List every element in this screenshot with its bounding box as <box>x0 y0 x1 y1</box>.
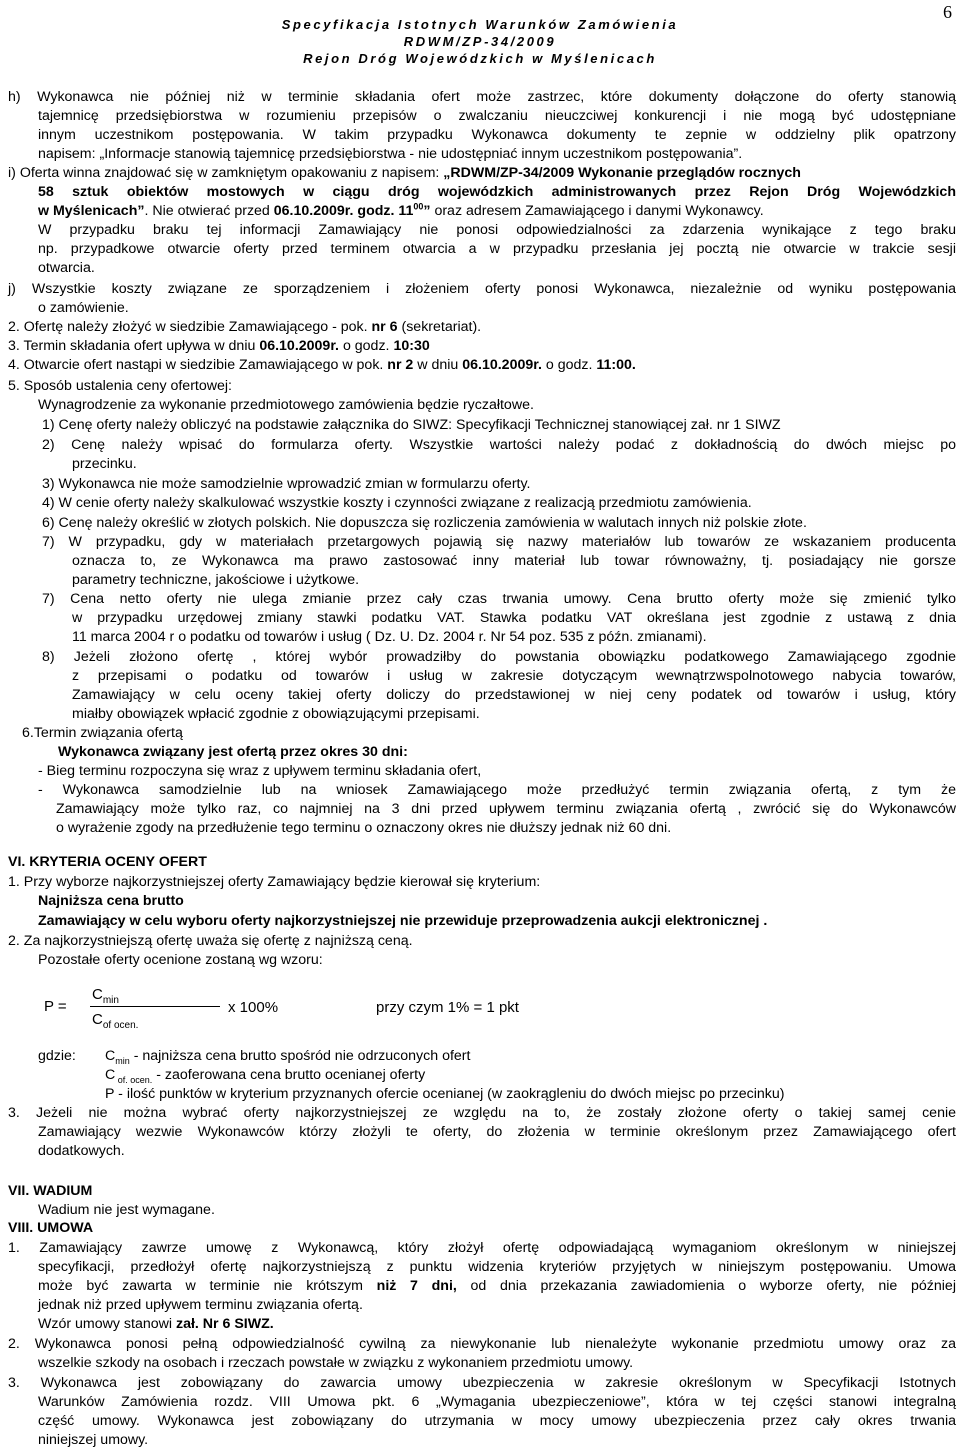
contract-item: 3. Wykonawca jest zobowiązany do zawarcia umowy ubezpieczenia w zakresie określonym w Specyfikacji Istotnych <box>8 1375 956 1391</box>
bold-text: ” <box>423 203 431 219</box>
superscript: 00 <box>413 201 424 212</box>
item-6-heading: 6.Termin związania ofertą <box>22 725 183 741</box>
bold-text: 06.10.2009r. <box>462 357 542 373</box>
legend-item <box>105 1066 425 1085</box>
price-rule: w przypadku urzędowej zmiany stawki podatku VAT. Stawka podatku VAT określana jest zgodnie z ustawą z dnia <box>72 610 956 626</box>
bold-text: 06.10.2009r. <box>259 338 339 354</box>
contract-item: część umowy. Wykonawca jest zobowiązany do utrzymania w mocy umowy ubezpieczenia przez cały okres trwania <box>38 1413 956 1429</box>
contract-item <box>38 1315 274 1334</box>
text: - najniższa cena brutto spośród nie odrzuconych ofert <box>129 1048 471 1064</box>
price-rule: 4) W cenie oferty należy skalkulować wszystkie koszty i czynności związane z realizacją przedmiotu zamówienia. <box>42 495 752 511</box>
text: 2. Ofertę należy złożyć w siedzibie Zamawiającego - pok. <box>8 319 372 335</box>
text: Wzór umowy stanowi <box>38 1316 176 1332</box>
criteria-item: Zamawiający wezwie Wykonawców którzy złożyli te oferty, do złożenia w terminie określonym przez Zamawiającego ofert <box>38 1124 956 1140</box>
text: (sekretariat). <box>397 319 482 335</box>
para-j-line: o zamówienie. <box>38 300 129 316</box>
auction-note: Zamawiający w celu wyboru oferty najkorzystniejszej nie przewiduje przeprowadzenia aukcji elektronicznej . <box>38 913 768 929</box>
item-5-text: Wynagrodzenie za wykonanie przedmiotowego zamówienia będzie ryczałtowe. <box>38 397 534 413</box>
bold-text: niż 7 dni, <box>376 1278 457 1294</box>
criteria-item: 2. Za najkorzystniejszą ofertę uważa się ofertę z najniższą ceną. <box>8 933 413 949</box>
contract-item: Warunków Zamówienia rozdz. VIII Umowa pkt. 6 „Wymagania ubezpieczeniowe”, która w tej części stanowi integralną <box>38 1394 956 1410</box>
para-i-line: np. przypadkowe otwarcie oferty przed terminem otwarcia a w przypadku przesłania jej pocztą nie otwarcie w trakcie sesji <box>38 241 956 257</box>
price-rule: 2) Cenę należy wpisać do formularza oferty. Wszystkie wartości należy podać z dokładnością do dwóch miejsc po <box>42 437 956 453</box>
price-rule: oznacza to, ze Wykonawca ma prawo zastosować inny materiał lub towar równoważny, tj. posiadający nie gorsze <box>72 553 956 569</box>
dash-item: Zamawiający może tylko raz, co najmniej na 3 dni przed upływem terminu związania ofertą , zwrócić się do Wykonawców <box>56 801 956 817</box>
price-rule: miałby obowiązek wpłacić zgodnie z obowiązującymi przepisami. <box>72 706 480 722</box>
formula-multiplier: x 100% <box>228 999 279 1016</box>
formula-p: P = <box>44 998 67 1015</box>
para-j-line: j) Wszystkie koszty związane ze sporządzeniem i złożeniem oferty ponosi Wykonawca, niezależnie od wyniku postępowania <box>8 281 956 297</box>
criteria-item: 3. Jeżeli nie można wybrać oferty najkorzystniejszej ze względu na to, że zostały złożone oferty o takiej samej cenie <box>8 1105 956 1121</box>
contract-item: jednak niż przed upływem terminu związania ofertą. <box>38 1297 363 1313</box>
contract-item: specyfikacji, przedłożył ofertę najkorzystniejszą z punktu widzenia kryteriów przyjętych w niniejszym postępowaniu. Umowa <box>38 1259 956 1275</box>
price-rule: 7) W przypadku, gdy w materiałach przetargowych pojawią się nazwy materiałów lub towarów ze wskazaniem producenta <box>42 534 956 550</box>
text: o godz. <box>339 338 394 354</box>
price-rule: 3) Wykonawca nie może samodzielnie wprowadzić zmian w formularzu oferty. <box>42 476 531 492</box>
legend-item <box>105 1047 470 1066</box>
formula-intro: Pozostałe oferty ocenione zostaną wg wzoru: <box>38 952 323 968</box>
price-rule: przecinku. <box>72 456 137 472</box>
section-vi-heading: VI. KRYTERIA OCENY OFERT <box>8 854 207 870</box>
dash-item: o wyrażenie zgody na przedłużenie tego terminu o oznaczony okres nie dłuższy jednak niż 60 dni. <box>56 820 672 836</box>
para-h-line: h) Wykonawca nie później niż w terminie składania ofert może zastrzec, które dokumenty dołączone do oferty stanowią <box>8 89 956 105</box>
price-rule: 11 marca 2004 r o podatku od towarów i usług ( Dz. U. Dz. 2004 r. Nr 54 poz. 535 z późn. zmianami). <box>72 629 707 645</box>
bold-text: 11:00. <box>596 357 636 373</box>
criteria-item: 1. Przy wyborze najkorzystniejszej oferty Zamawiający będzie kierował się kryterium: <box>8 874 541 890</box>
subscript: min <box>115 1055 130 1066</box>
criteria-item: dodatkowych. <box>38 1143 125 1159</box>
document-header <box>0 16 960 67</box>
legend-label: gdzie: <box>38 1048 76 1064</box>
text: może być zawarta w terminie nie krótszym <box>38 1278 377 1294</box>
item-2 <box>8 318 481 337</box>
text: w dniu <box>413 357 463 373</box>
bold-text: w Myślenicach” <box>38 203 145 219</box>
para-h-line: napisem: „Informacje stanowią tajemnicę przedsiębiorstwa - nie udostępniać innym uczestnikom postępowania”. <box>38 146 743 162</box>
price-rule: 8) Jeżeli złożono ofertę , której wybór prowadziłby do powstania obowiązku podatkowego Zamawiającego zgodnie <box>42 649 956 665</box>
para-i-line: W przypadku braku tej informacji Zamawiający nie ponosi odpowiedzialności za zdarzenia wynikające z tego braku <box>38 222 956 238</box>
section-vii-heading: VII. WADIUM <box>8 1183 93 1199</box>
price-rule: 7) Cena netto oferty nie ulega zmianie przez cały czas trwania umowy. Cena brutto oferty może się zmienić tylko <box>42 591 956 607</box>
text: 3. Termin składania ofert upływa w dniu <box>8 338 260 354</box>
bold-text: 06.10.2009r. godz. 11 <box>273 203 414 219</box>
para-h-line: innym uczestnikom postępowania. W takim przypadku Wykonawca dokumenty te zepnie w oddzielny plik opatrzony <box>38 127 956 143</box>
subscript: min <box>102 995 119 1006</box>
bold-text: zał. Nr 6 SIWZ. <box>175 1316 274 1332</box>
header-title: Specyfikacja Istotnych Warunków Zamówienia <box>281 17 679 32</box>
text: C <box>105 1048 116 1064</box>
contract-item: niniejszej umowy. <box>38 1432 149 1448</box>
text: C <box>92 986 103 1003</box>
text: - zaoferowana cena brutto ocenianej oferty <box>152 1067 426 1083</box>
text: i) Oferta winna znajdować się w zamkniętym opakowaniu z napisem: <box>8 165 444 181</box>
contract-item: 2. Wykonawca ponosi pełną odpowiedzialność cywilną za niewykonanie lub nienależyte wykonanie przedmiotu umowy oraz za <box>8 1336 956 1352</box>
price-rule: Zamawiający w celu oceny takiej oferty doliczy do przedstawionej w niej ceny podatek od towarów i usług, który <box>72 687 956 703</box>
text: C <box>92 1011 103 1028</box>
text: . Nie otwierać przed <box>144 203 274 219</box>
contract-item <box>38 1277 956 1296</box>
para-i-line <box>38 202 764 221</box>
page-number: 6 <box>943 2 952 22</box>
formula-denominator <box>92 1011 139 1031</box>
formula-numerator <box>92 986 119 1006</box>
para-i-line <box>8 164 801 183</box>
deposit-note: Wadium nie jest wymagane. <box>38 1202 215 1218</box>
text: od dnia przekazania zawiadomienia o wyborze oferty, nie później <box>456 1278 956 1294</box>
binding-period: Wykonawca związany jest ofertą przez okres 30 dni: <box>58 744 408 760</box>
bold-text: 10:30 <box>393 338 430 354</box>
formula-note: przy czym 1% = 1 pkt <box>376 999 519 1016</box>
header-reference: RDWM/ZP-34/2009 <box>403 34 557 49</box>
text: C <box>105 1067 116 1083</box>
subscript: of ocen. <box>102 1020 139 1031</box>
bold-text: nr 6 <box>371 319 398 335</box>
legend-item: P - ilość punktów w kryterium przyznanych ofercie ocenianej (w zaokrągleniu do dwóch miejsc po przecinku) <box>105 1086 785 1102</box>
text: o godz. <box>541 357 597 373</box>
item-3 <box>8 337 430 356</box>
text: oraz adresem Zamawiającego i danymi Wykonawcy. <box>430 203 764 219</box>
dash-item: - Bieg terminu rozpoczyna się wraz z upływem terminu składania ofert, <box>38 763 482 779</box>
para-h-line: tajemnicę przedsiębiorstwa w rozumieniu przepisów o zwalczaniu nieuczciwej konkurencji i nie mogą być udostępniane <box>38 108 956 124</box>
criterion-name: Najniższa cena brutto <box>38 893 184 909</box>
header-office: Rejon Dróg Wojewódzkich w Myślenicach <box>303 51 657 66</box>
bold-text: „RDWM/ZP-34/2009 Wykonanie przeglądów rocznych <box>443 165 801 181</box>
price-rule: 6) Cenę należy określić w złotych polskich. Nie dopuszcza się rozliczenia zamówienia w walutach innych niż polskie złote. <box>42 515 807 531</box>
price-rule: 1) Cenę oferty należy obliczyć na podstawie załącznika do SIWZ: Specyfikacji Technicznej stanowiącej zał. nr 1 SIWZ <box>42 417 781 433</box>
section-viii-heading: VIII. UMOWA <box>8 1220 94 1236</box>
price-rule: parametry techniczne, jakościowe i użytkowe. <box>72 572 360 588</box>
contract-item: 1. Zamawiający zawrze umowę z Wykonawcą, który złożył ofertę odpowiadającą wymaganiom określonym w niniejszej <box>8 1240 956 1256</box>
dash-item: - Wykonawca samodzielnie lub na wniosek Zamawiającego może przedłużyć termin związania ofertą, z tym że <box>38 782 956 798</box>
para-i-line: otwarcia. <box>38 260 95 276</box>
para-i-line: 58 sztuk obiektów mostowych w ciągu dróg wojewódzkich administrowanych przez Rejon Dróg Wojewódzkich <box>38 184 956 200</box>
bold-text: nr 2 <box>387 357 414 373</box>
fraction-bar <box>90 1006 220 1007</box>
subscript: of. ocen. <box>115 1074 153 1085</box>
item-4 <box>8 356 636 375</box>
price-rule: z przepisami o podatku od towarów i usług w zakresie dotyczącym wewnątrzwspolnotowego nabycia towarów, <box>72 668 956 684</box>
contract-item: wszelkie szkody na osobach i rzeczach powstałe w związku z wykonaniem przedmiotu umowy. <box>38 1355 634 1371</box>
item-5-heading: 5. Sposób ustalenia ceny ofertowej: <box>8 378 232 394</box>
text: 4. Otwarcie ofert nastąpi w siedzibie Zamawiającego w pok. <box>8 357 388 373</box>
